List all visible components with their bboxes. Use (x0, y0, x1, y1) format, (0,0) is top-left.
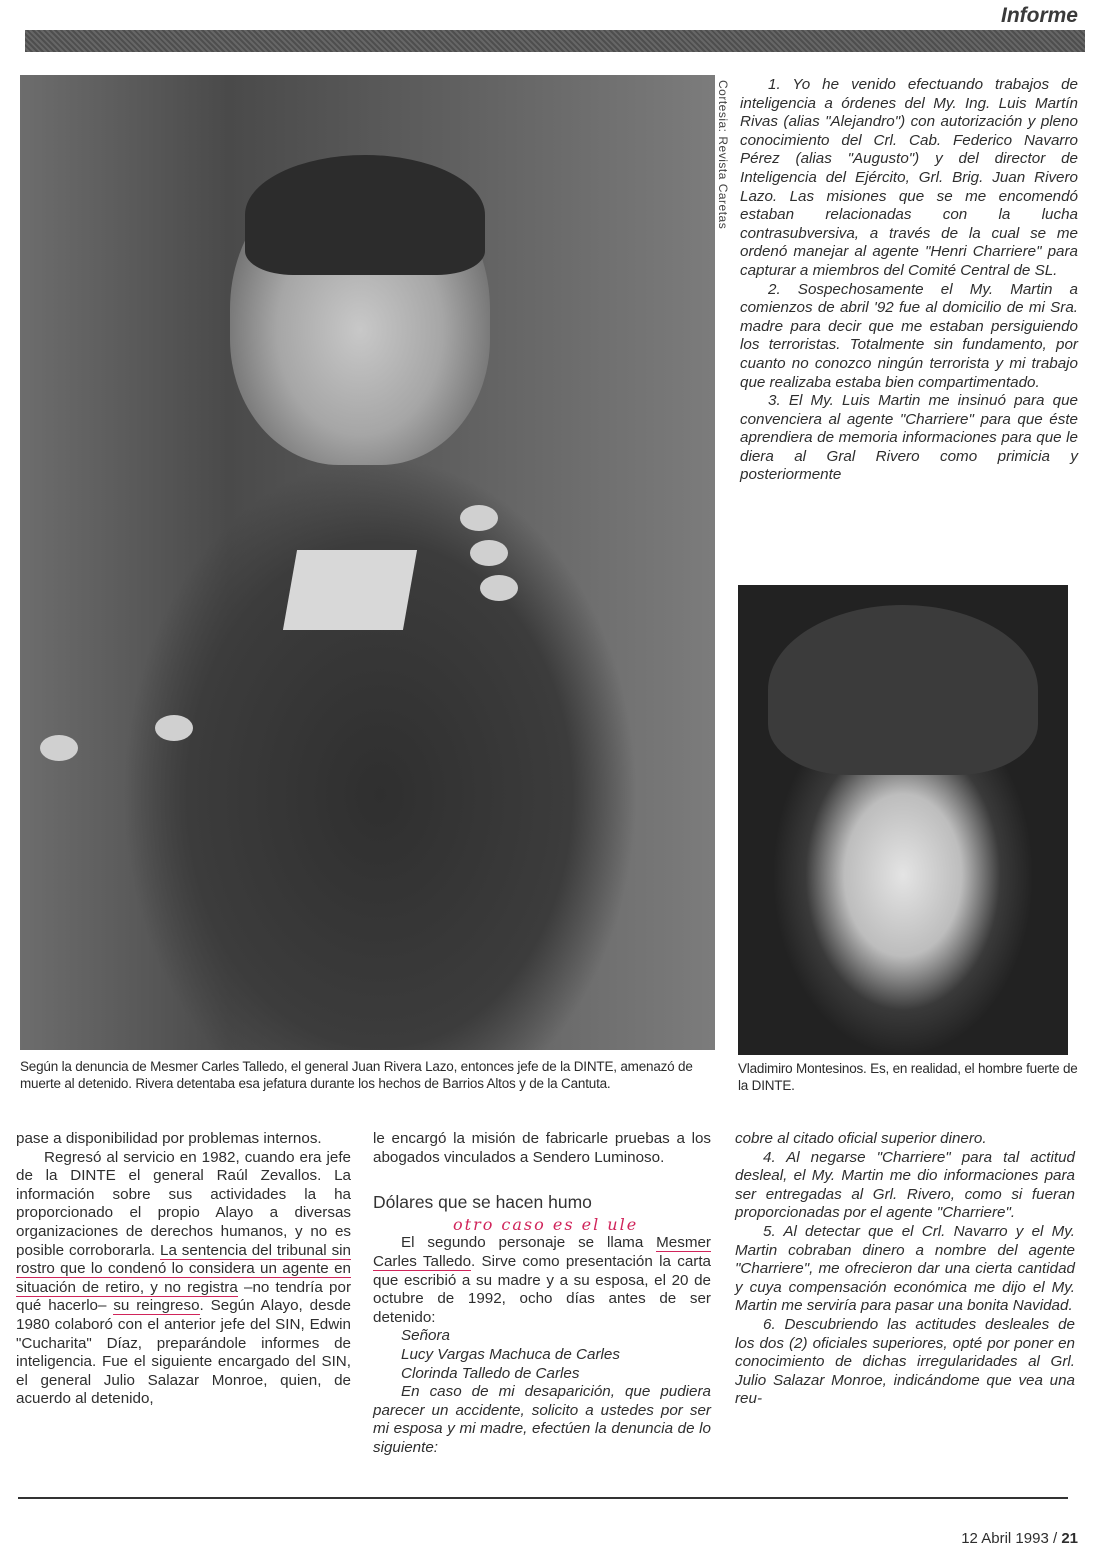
paragraph: 2. Sospechosamente el My. Martin a comienzos de abril '92 fue al domicilio de mi Sra. madre para decir que me estaban persiguiendo los terroristas. Totalmente sin fundamento, por cuanto no conozco ningún terrorista y mi trabajo que realizaba estaba bien compartimentado. (740, 280, 1078, 391)
handwritten-note: otro caso es el ule (453, 1214, 639, 1234)
page-number: 21 (1061, 1530, 1078, 1547)
column-1 (16, 1130, 351, 1409)
photo-hair (245, 155, 485, 275)
paragraph: 3. El My. Luis Martin me insinuó para que convenciera al agente "Charriere" para que éste aprendiera de memoria informaciones para que le diera al Gral Rivero como primicia y posteriormente (740, 392, 1078, 484)
header-bar (25, 30, 1085, 52)
paragraph: En caso de mi desaparición, que pudiera parecer un accidente, solicito a ustedes por ser mi esposa y mi madre, efectúen la denuncia de lo siguiente: (373, 1383, 711, 1456)
uniform-button (470, 540, 508, 566)
letter-line: Señora (401, 1327, 450, 1345)
footer-rule (18, 1497, 1068, 1499)
paragraph: 1. Yo he venido efectuando trabajos de inteligencia a órdenes del My. Ing. Luis Martín Rivas (alias "Alejandro") con autorización y pleno conocimiento del Crl. Cab. Federico Navarro Pérez (alias "Augusto") y del director de Inteligencia del Ejército, Grl. Brig. Juan Rivero Lazo. Las misiones que se me encomendó estaban relacionadas con la lucha contrasubversiva, a través de la cual se me ordenó manejar al agente "Henri Charriere" para capturar a miembros del Comité Central de SL. (740, 76, 1078, 279)
photo-hair (768, 605, 1038, 775)
red-underline-annotation: Mesmer Carles Talledo (373, 1234, 711, 1270)
uniform-button (40, 735, 78, 761)
column-3 (735, 1130, 1075, 1409)
paragraph: pase a disponibilidad por problemas internos. (16, 1130, 322, 1147)
red-underline-annotation: su reingreso (113, 1297, 200, 1315)
paragraph: Regresó al servicio en 1982, cuando era jefe de la DINTE el general Raúl Zevallos. La información sobre sus actividades la ha proporcionado el propio Alayo a diversas organizaciones de derechos humanos, y no es posible corroborarla. La sentencia del tribunal sin rostro que lo condenó lo considera un agente en situación de retiro, y no registra –no tendría por qué hacerlo– su reingreso. Según Alayo, desde 1980 colaboró con el anterior jefe del SIN, Edwin "Cucharita" Díaz, preparándole informes de inteligencia. Fue el siguiente encargado del SIN, el general Julio Salazar Monroe, quien, de acuerdo al detenido, (16, 1148, 352, 1408)
paragraph: 6. Descubriendo las actitudes desleales de los dos (2) oficiales superiores, opté por poner en conocimiento de dichas irregularidades al Grl. Julio Salazar Monroe, indicándome que vea una reu- (735, 1315, 1075, 1408)
paragraph: 5. Al detectar que el Crl. Navarro y el My. Martin cobraban dinero a nombre del agente "Charriere", me ofrecieron dar una cierta cantidad y cuya compensación económica me dijo el My. Martin me serviría para pasar una bonita Navidad. (735, 1222, 1075, 1315)
paragraph: cobre al citado oficial superior dinero. (735, 1130, 987, 1147)
paragraph: le encargó la misión de fabricarle pruebas a los abogados vinculados a Sendero Luminoso. (373, 1130, 711, 1166)
photo-credit: Cortesia: Revista Caretas (716, 80, 730, 230)
uniform-button (155, 715, 193, 741)
section-label: Informe (1000, 4, 1078, 27)
paragraph: 4. Al negarse "Charriere" para tal actitud desleal, el My. Martin me dio informaciones para ser entregadas al Grl. Rivero, como si fueran proporcionadas por el agente "Charriere". (735, 1148, 1075, 1222)
column-2 (373, 1130, 711, 1458)
photo-collar-insignia (283, 550, 417, 630)
main-photo (20, 75, 715, 1050)
uniform-button (480, 575, 518, 601)
main-photo-caption: Según la denuncia de Mesmer Carles Talledo, el general Juan Rivera Lazo, entonces jefe de la DINTE, amenazó de muerte al detenido. Rivera detentaba esa jefatura durante los hechos de Barrios Altos y de la Cantuta. (20, 1059, 693, 1091)
paragraph: El segundo personaje se llama Mesmer Carles Talledo. Sirve como presentación la carta que escribió a su madre y a su esposa, el 20 de octubre de 1992, ocho días antes de ser detenido: (373, 1234, 711, 1326)
uniform-button (460, 505, 498, 531)
issue-date: 12 Abril 1993 (961, 1530, 1049, 1547)
letter-line: Lucy Vargas Machuca de Carles (401, 1345, 620, 1363)
red-underline-annotation: La sentencia del tribunal sin rostro que lo condenó lo considera un agente en situación de retiro, y no registra (16, 1241, 351, 1296)
side-photo (738, 585, 1068, 1055)
page-footer: 12 Abril 1993 / 21 (961, 1530, 1078, 1547)
right-column-top (740, 76, 1078, 485)
side-photo-caption: Vladimiro Montesinos. Es, en realidad, el hombre fuerte de la DINTE. (738, 1061, 1078, 1093)
subheading: Dólares que se hacen humo (373, 1192, 592, 1213)
letter-line: Clorinda Talledo de Carles (401, 1364, 580, 1382)
